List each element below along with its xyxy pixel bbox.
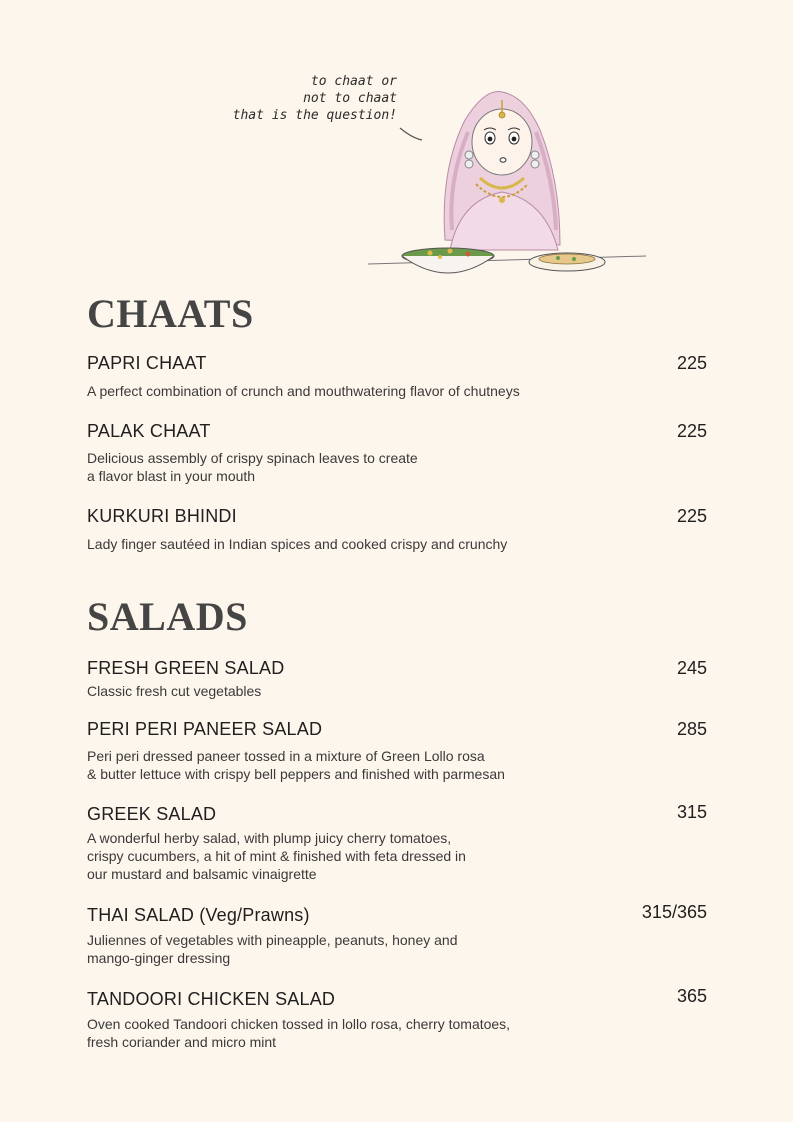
description-line: a flavor blast in your mouth	[87, 468, 256, 484]
menu-item-name: KURKURI BHINDI	[87, 506, 237, 526]
menu-item-price: 225	[676, 506, 707, 526]
description-line: mango-ginger dressing	[87, 950, 231, 966]
description-line: Delicious assembly of crispy spinach leaves to create	[87, 450, 418, 466]
menu-item-price: 225	[676, 353, 707, 373]
menu-item-description	[87, 931, 458, 967]
description-line: Classic fresh cut vegetables	[87, 683, 262, 699]
menu-item-price: 225	[676, 421, 707, 441]
description-line: our mustard and balsamic vinaigrette	[87, 866, 317, 882]
menu-item-price: 245	[676, 658, 707, 678]
description-line: fresh coriander and micro mint	[87, 1034, 277, 1050]
menu-item-price: 285	[676, 719, 707, 739]
menu-item-price: 315/365	[641, 902, 707, 922]
menu-item-name: TANDOORI CHICKEN SALAD	[87, 989, 336, 1009]
description-line: Oven cooked Tandoori chicken tossed in lollo rosa, cherry tomatoes,	[87, 1016, 511, 1032]
speech-line: to chaat or	[310, 74, 397, 89]
menu-item-description	[87, 829, 466, 883]
menu-item-description	[87, 382, 520, 400]
menu-item-name: PERI PERI PANEER SALAD	[87, 719, 323, 739]
menu-item-description	[87, 1015, 510, 1051]
description-line: & butter lettuce with crispy bell peppers and finished with parmesan	[87, 766, 505, 782]
menu-item-name: PALAK CHAAT	[87, 421, 211, 441]
girl-with-chaat-bowls-illustration	[240, 60, 660, 290]
menu-item-name: FRESH GREEN SALAD	[87, 658, 285, 678]
section-title-chaats: CHAATS	[87, 291, 254, 336]
menu-item-name: GREEK SALAD	[87, 804, 217, 824]
menu-item-description	[87, 535, 507, 553]
description-line: A wonderful herby salad, with plump juicy cherry tomatoes,	[87, 830, 452, 846]
speech-line: not to chaat	[303, 91, 397, 106]
menu-item-name: PAPRI CHAAT	[87, 353, 207, 373]
description-line: crispy cucumbers, a hit of mint & finished with feta dressed in	[87, 848, 466, 864]
description-line: A perfect combination of crunch and mouthwatering flavor of chutneys	[87, 383, 520, 399]
description-line: Juliennes of vegetables with pineapple, peanuts, honey and	[87, 932, 458, 948]
menu-item-price: 315	[676, 802, 707, 822]
section-title-salads: SALADS	[87, 594, 248, 639]
description-line: Peri peri dressed paneer tossed in a mixture of Green Lollo rosa	[87, 748, 485, 764]
menu-item-name: THAI SALAD (Veg/Prawns)	[87, 905, 310, 925]
speech-line: that is the question!	[232, 108, 397, 123]
menu-item-description	[87, 449, 418, 485]
description-line: Lady finger sautéed in Indian spices and cooked crispy and crunchy	[87, 536, 508, 552]
menu-item-description	[87, 682, 261, 700]
menu-item-price: 365	[676, 986, 707, 1006]
menu-item-description	[87, 747, 505, 783]
